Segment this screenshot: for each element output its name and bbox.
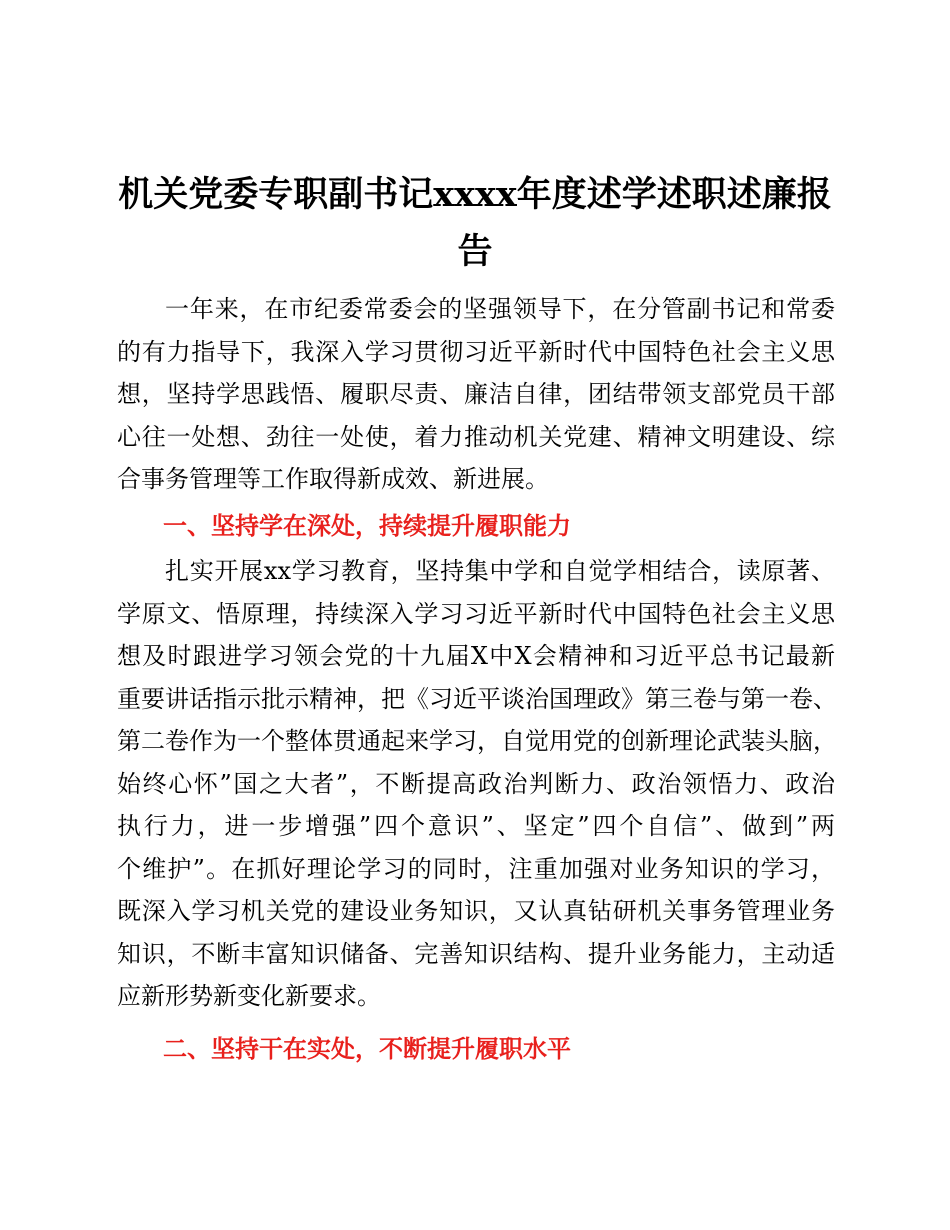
paragraph-line: 个维护”。在抓好理论学习的同时，注重加强对业务知识的学习， [117, 854, 835, 883]
paragraph-line: 应新形势新变化新要求。 [117, 982, 381, 1010]
paragraph-line: 学原文、悟原理，持续深入学习习近平新时代中国特色社会主义思 [117, 599, 835, 628]
section-heading-2: 二、坚持干在实处，不断提升履职水平 [163, 1035, 571, 1063]
paragraph-line: 心往一处想、劲往一处使，着力推动机关党建、精神文明建设、综 [117, 422, 835, 451]
section-heading-1: 一、坚持学在深处，持续提升履职能力 [163, 512, 571, 540]
paragraph-line: 既深入学习机关党的建设业务知识，又认真钻研机关事务管理业务 [117, 897, 835, 925]
paragraph-line: 始终心怀”国之大者”，不断提高政治判断力、政治领悟力、政治 [117, 769, 835, 798]
document-title: 机关党委专职副书记xxxx年度述学述职述廉报告 [118, 174, 832, 272]
paragraph-line: 执行力，进一步增强”四个意识”、坚定”四个自信”、做到”两 [117, 812, 835, 840]
paragraph-line: 第二卷作为一个整体贯通起来学习，自觉用党的创新理论武装头脑， [117, 727, 837, 755]
paragraph-line: 想，坚持学思践悟、履职尽责、廉洁自律，团结带领支部党员干部 [117, 380, 835, 408]
paragraph-line: 知识，不断丰富知识储备、完善知识结构、提升业务能力，主动适 [117, 939, 835, 968]
intro-paragraph [117, 288, 835, 501]
section-1-paragraph [117, 550, 835, 1018]
paragraph-line: 合事务管理等工作取得新成效、新进展。 [117, 465, 549, 493]
paragraph-line: 扎实开展xx学习教育，坚持集中学和自觉学相结合，读原著、 [165, 557, 835, 585]
paragraph-line: 重要讲话指示批示精神，把《习近平谈治国理政》第三卷与第一卷、 [117, 684, 837, 713]
paragraph-line: 的有力指导下，我深入学习贯彻习近平新时代中国特色社会主义思 [117, 337, 835, 366]
paragraph-line: 想及时跟进学习领会党的十九届X中X会精神和习近平总书记最新 [117, 642, 835, 670]
paragraph-line: 一年来，在市纪委常委会的坚强领导下，在分管副书记和常委 [165, 295, 835, 323]
